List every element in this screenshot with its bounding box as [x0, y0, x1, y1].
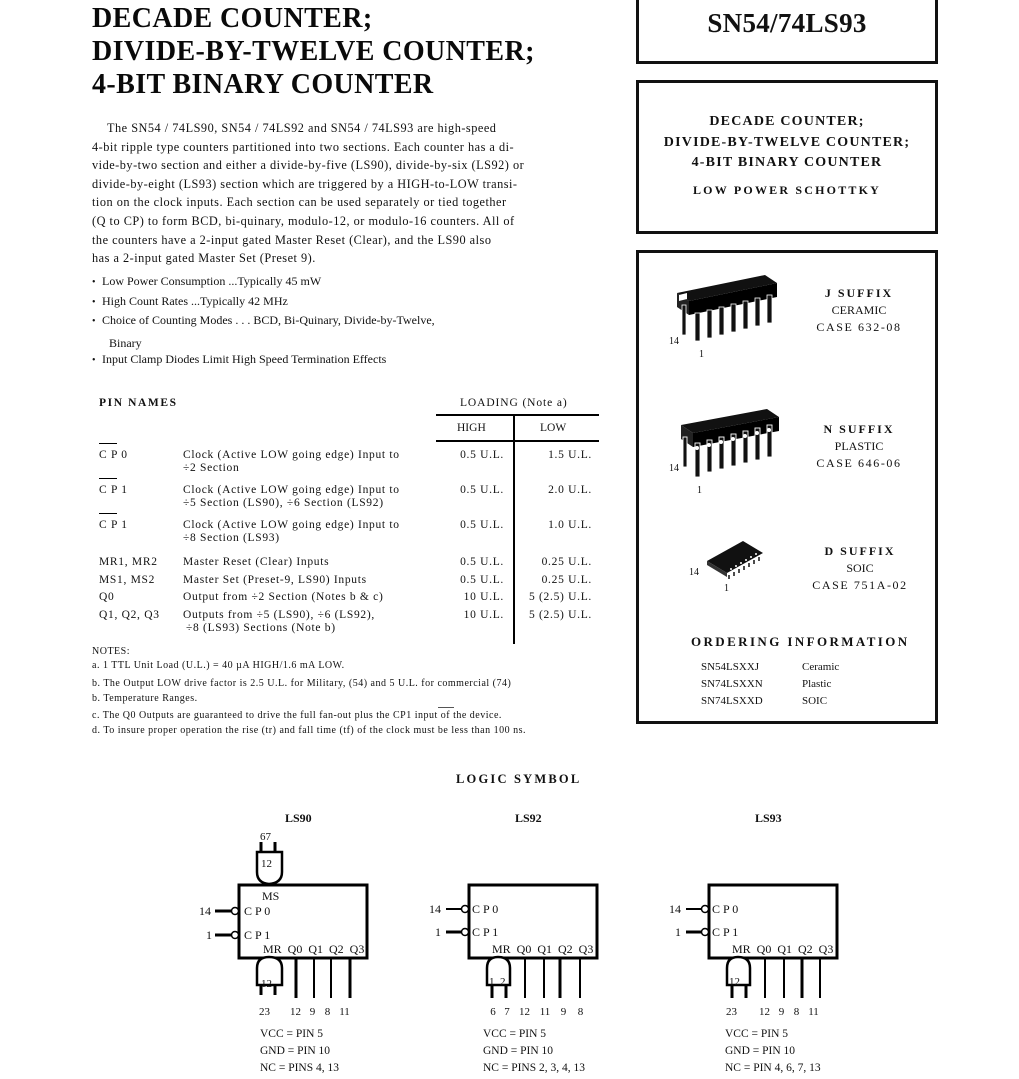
desc-line: 4-BIT BINARY COUNTER: [691, 155, 883, 170]
note-item: b. Temperature Ranges.: [92, 693, 198, 704]
gnd-info: GND = PIN 10: [260, 1045, 331, 1057]
package-box: [636, 250, 938, 724]
cp0-pin: 14: [199, 904, 211, 918]
part-number-box: [636, 0, 938, 64]
pin-1-label: 1: [697, 485, 702, 496]
pin-1-label: 1: [699, 349, 704, 360]
overbar: [99, 478, 117, 479]
loading-low: 0.25 U.L.: [541, 574, 592, 586]
pin-description-cont: ÷5 Section (LS90), ÷6 Section (LS92): [183, 497, 384, 509]
output-labels: MR Q0 Q1 Q2 Q3: [492, 942, 594, 956]
ordering-part: SN74LSXXD: [701, 695, 763, 707]
package-n: [799, 421, 919, 472]
soic-icon: [705, 537, 767, 581]
main-title-line: DIVIDE-BY-TWELVE COUNTER;: [92, 36, 535, 67]
ls90-diagram: [195, 830, 375, 1010]
nc-info: NC = PINS 4, 13: [260, 1062, 340, 1074]
col-high: HIGH: [457, 422, 486, 434]
loading-high: 10 U.L.: [463, 591, 504, 603]
note-item: b. The Output LOW drive factor is 2.5 U.L. for Military, (54) and 5 U.L. for commercial (74): [92, 678, 512, 689]
mr-gate-label: 1 2: [489, 976, 506, 988]
loading-heading: LOADING (Note a): [460, 397, 568, 409]
cp0-pin: 14: [429, 902, 441, 916]
pin-name: Q0: [99, 591, 115, 603]
note-item: a. 1 TTL Unit Load (U.L.) = 40 µA HIGH/1.6 mA LOW.: [92, 660, 345, 671]
pin-14-label: 14: [669, 336, 679, 347]
table-rule: [436, 414, 599, 416]
pin-description-cont: ÷2 Section: [183, 462, 240, 474]
pin-name: Q1, Q2, Q3: [99, 609, 160, 621]
col-low: LOW: [540, 422, 567, 434]
description-box: [636, 80, 938, 234]
feature-continuation: Binary: [109, 335, 142, 350]
q2-pin: 8: [324, 1006, 331, 1018]
desc-line: DIVIDE-BY-TWELVE COUNTER;: [663, 134, 911, 150]
q-pin-row: [755, 1006, 823, 1018]
cp1-label: C P 1: [472, 925, 499, 939]
feature-item: • Choice of Counting Modes . . . BCD, Bi-Quinary, Divide-by-Twelve,: [92, 311, 435, 331]
intro-line: 4-bit ripple type counters partitioned into two sections. Each counter has a di-: [92, 139, 515, 154]
q1-pin: 9: [778, 1006, 785, 1018]
intro-line: has a 2-input gated Master Set (Preset 9).: [92, 251, 316, 266]
note-item: d. To insure proper operation the rise (tr) and fall time (tf) of the clock must be less than 100 ns.: [92, 725, 526, 736]
vcc-info: VCC = PIN 5: [725, 1028, 789, 1040]
main-title-line: DECADE COUNTER;: [92, 3, 373, 34]
intro-line: vide-by-two section and either a divide-by-five (LS90), divide-by-six (LS92) or: [92, 158, 525, 173]
q2-pin: 9: [560, 1006, 567, 1018]
q3-pin: 8: [577, 1006, 584, 1018]
note-item: c. The Q0 Outputs are guaranteed to drive the full fan-out plus the CP1 input of the device.: [92, 710, 502, 721]
pin-description: Clock (Active LOW going edge) Input to: [183, 519, 400, 531]
cp0-label: C P 0: [472, 902, 499, 916]
package-material: SOIC: [846, 561, 874, 575]
overbar: [438, 707, 454, 708]
ordering-type: SOIC: [802, 695, 828, 707]
feature-list: [92, 272, 435, 370]
intro-paragraph: [92, 119, 582, 268]
table-rule: [436, 440, 599, 442]
ordering-type: Plastic: [802, 678, 832, 690]
nc-info: NC = PIN 4, 6, 7, 13: [725, 1062, 821, 1074]
mr-pin-b: 7: [504, 1006, 510, 1018]
q3-pin: 11: [808, 1006, 819, 1018]
q3-pin: 11: [339, 1006, 350, 1018]
nc-info: NC = PINS 2, 3, 4, 13: [483, 1062, 586, 1074]
table-column-divider: [513, 414, 515, 644]
symbol-title: LS93: [755, 811, 782, 825]
ordering-part: SN74LSXXN: [701, 678, 763, 690]
pin-name: C P 0: [99, 449, 128, 461]
plastic-dip-icon: [677, 403, 787, 485]
q0-pin: 12: [290, 1006, 301, 1018]
package-d: [792, 543, 928, 594]
package-material: CERAMIC: [831, 303, 887, 317]
loading-high: 0.5 U.L.: [460, 449, 504, 461]
pin-name: C P 1: [99, 519, 128, 531]
package-j: [799, 285, 919, 336]
loading-high: 0.5 U.L.: [460, 484, 504, 496]
vcc-info: VCC = PIN 5: [483, 1028, 547, 1040]
loading-high: 0.5 U.L.: [460, 574, 504, 586]
cp1-label: C P 1: [244, 928, 271, 942]
package-suffix: N SUFFIX: [823, 422, 895, 436]
loading-low: 2.0 U.L.: [548, 484, 592, 496]
pin-description: Master Set (Preset-9, LS90) Inputs: [183, 574, 367, 586]
package-case: CASE 751A-02: [812, 578, 908, 592]
package-case: CASE 632-08: [816, 320, 902, 334]
desc-line: DECADE COUNTER;: [709, 114, 865, 129]
pin-names-heading: PIN NAMES: [99, 397, 178, 409]
technology-label: LOW POWER SCHOTTKY: [692, 182, 882, 197]
main-title: [92, 2, 535, 101]
overbar: [99, 513, 117, 514]
pin-1-label: 1: [724, 583, 729, 594]
ms-gate-label: 12: [261, 858, 272, 870]
ls92-diagram: [420, 830, 610, 1010]
pin-description: Master Reset (Clear) Inputs: [183, 556, 330, 568]
pin-row: [486, 1006, 589, 1018]
cp0-label: C P 0: [244, 904, 271, 918]
ordering-type: Ceramic: [802, 661, 840, 673]
pin-name: MR1, MR2: [99, 556, 158, 568]
mr-gate-label: 12: [261, 978, 272, 990]
pin-description: Clock (Active LOW going edge) Input to: [183, 449, 400, 461]
pin-14-label: 14: [689, 567, 699, 578]
package-material: PLASTIC: [834, 439, 884, 453]
q-pin-row: [286, 1006, 354, 1018]
mr-pins: 23: [726, 1006, 737, 1018]
ms-label: MS: [262, 889, 280, 903]
package-suffix: J SUFFIX: [824, 286, 894, 300]
q0-pin: 12: [519, 1006, 530, 1018]
gnd-info: GND = PIN 10: [725, 1045, 796, 1057]
intro-line: (Q to CP) to form BCD, bi-quinary, modulo-12, or modulo-16 counters. All of: [92, 213, 515, 228]
ls93-diagram: [660, 830, 850, 1010]
pin-description: Outputs from ÷5 (LS90), ÷6 (LS92),: [183, 609, 375, 621]
loading-low: 1.5 U.L.: [548, 449, 592, 461]
ms-pins: 67: [260, 831, 271, 843]
cp1-label: C P 1: [712, 925, 739, 939]
feature-item: • Low Power Consumption ...Typically 45 mW: [92, 272, 435, 292]
mr-gate-label: 12: [729, 976, 740, 988]
package-suffix: D SUFFIX: [824, 544, 896, 558]
q2-pin: 8: [793, 1006, 800, 1018]
ordering-part: SN54LSXXJ: [701, 661, 760, 673]
loading-high: 10 U.L.: [463, 609, 504, 621]
gnd-info: GND = PIN 10: [483, 1045, 554, 1057]
cp0-label: C P 0: [712, 902, 739, 916]
cp1-pin: 1: [435, 925, 441, 939]
pin-name: MS1, MS2: [99, 574, 156, 586]
intro-line: tion on the clock inputs. Each section can be used separately or tied together: [92, 195, 507, 210]
logic-symbol-title: LOGIC SYMBOL: [456, 772, 582, 786]
symbol-title: LS90: [285, 811, 312, 825]
mr-pin-a: 6: [490, 1006, 496, 1018]
ceramic-dip-icon: [673, 269, 783, 349]
pin-14-label: 14: [669, 463, 679, 474]
output-labels: MR Q0 Q1 Q2 Q3: [263, 942, 365, 956]
cp1-pin: 1: [675, 925, 681, 939]
intro-line: the counters have a 2-input gated Master Reset (Clear), and the LS90 also: [92, 232, 492, 247]
loading-low: 5 (2.5) U.L.: [528, 609, 592, 621]
loading-low: 5 (2.5) U.L.: [528, 591, 592, 603]
symbol-title: LS92: [515, 811, 542, 825]
loading-low: 1.0 U.L.: [548, 519, 592, 531]
q0-pin: 12: [759, 1006, 770, 1018]
output-labels: MR Q0 Q1 Q2 Q3: [732, 942, 834, 956]
pin-description-cont: ÷8 (LS93) Sections (Note b): [186, 622, 336, 634]
feature-item: • High Count Rates ...Typically 42 MHz: [92, 292, 435, 312]
vcc-info: VCC = PIN 5: [260, 1028, 324, 1040]
pin-description: Clock (Active LOW going edge) Input to: [183, 484, 400, 496]
pin-description-cont: ÷8 Section (LS93): [183, 532, 280, 544]
intro-line: divide-by-eight (LS93) section which are triggered by a HIGH-to-LOW transi-: [92, 176, 518, 191]
loading-high: 0.5 U.L.: [460, 519, 504, 531]
package-case: CASE 646-06: [816, 456, 902, 470]
pin-name: C P 1: [99, 484, 128, 496]
part-number: SN54/74LS93: [707, 8, 867, 38]
mr-pins: 23: [259, 1006, 270, 1018]
pin-description: Output from ÷2 Section (Notes b & c): [183, 591, 384, 603]
q1-pin: 11: [539, 1006, 551, 1018]
loading-low: 0.25 U.L.: [541, 556, 592, 568]
main-title-line: 4-BIT BINARY COUNTER: [92, 69, 434, 100]
intro-line: The SN54 / 74LS90, SN54 / 74LS92 and SN54 / 74LS93 are high-speed: [107, 121, 497, 135]
loading-high: 0.5 U.L.: [460, 556, 504, 568]
overbar: [99, 443, 117, 444]
q1-pin: 9: [309, 1006, 316, 1018]
ordering-title: ORDERING INFORMATION: [691, 634, 910, 649]
cp1-pin: 1: [206, 928, 212, 942]
notes-title: NOTES:: [92, 646, 130, 657]
feature-item: • Input Clamp Diodes Limit High Speed Termination Effects: [92, 350, 435, 370]
cp0-pin: 14: [669, 902, 681, 916]
